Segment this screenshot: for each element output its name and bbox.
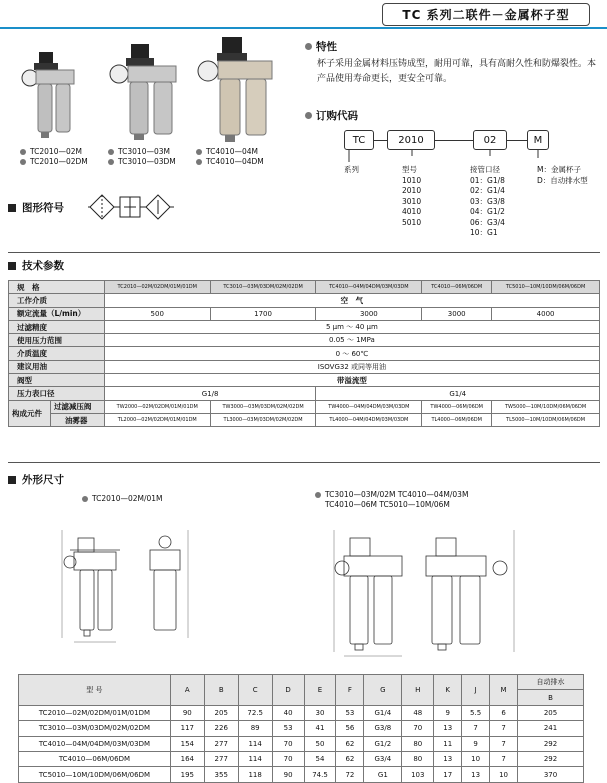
pneumatic-symbol-icon [88,192,174,222]
dims-right-caption: TC3010—03M/02M TC4010—04M/03M TC4010—06M TC5010—10M/06M [315,490,468,510]
code-leader-lines [340,150,560,175]
square-bullet-icon [8,204,16,212]
order-heading: 订购代码 [305,108,358,123]
bullet-icon [82,496,88,502]
bullet-icon [108,159,114,165]
dims-heading: 外形尺寸 [8,472,64,487]
bullet-icon [196,149,202,155]
product-image-tc4010 [196,35,276,145]
table-row: 过滤精度 5 μm ～ 40 μm [9,320,600,333]
title-rule [0,27,607,29]
table-row: 阀型 带溢流型 [9,374,600,387]
product-caption-3: TC4010—04M TC4010—04DM [196,147,264,167]
specs-heading: 技术参数 [8,258,64,273]
table-row: 使用压力范围 0.05 ～ 1MPa [9,334,600,347]
features-text: 杯子采用金属材料压铸成型，耐用可靠，具有高耐久性和防爆裂性。本产品使用寿命更长，更安全可靠。 [317,59,597,84]
bullet-icon [305,112,312,119]
table-row: TC5010—10M/10DM/06M/06DM 195 355 118 90 74.5 72 G1 103 17 13 10 370 [19,767,584,782]
connector-line [506,140,528,141]
square-bullet-icon [8,262,16,270]
features-heading: 特性 [305,39,337,54]
symbol-heading: 图形符号 [8,200,64,215]
connector-line [372,140,388,141]
code-bowl: M [527,130,549,150]
product-image-tc2010 [20,50,78,140]
series-label: 系列 [344,165,359,174]
table-row: TC2010—02M/02DM/01M/01DM 90 205 72.5 40 30 53 G1/4 48 9 5.5 6 205 [19,705,584,720]
table-row: TC4010—06M/06DM 164 277 114 70 54 62 G3/4 80 13 10 7 292 [19,751,584,766]
table-row: 构成元件 过滤减压阀 TW2000—02M/02DM/01M/01DM TW3000—03M/03DM/02M/02DM TW4000—04M/04DM/03M/03DM TW4000—06M/06DM TW5000—10M/10DM/06M/06DM [9,400,600,413]
bullet-icon [196,159,202,165]
page-title: TC 系列二联件－金属杯子型 [382,3,590,26]
table-row: TC3010—03M/03DM/02M/02DM 117 226 89 53 41 56 G3/8 70 13 7 7 241 [19,721,584,736]
table-header-row: 型 号 A B C D E F G H K J M 自动排水 [19,675,584,690]
table-row: 规 格 TC2010—02M/02DM/01M/01DM TC3010—03M/03DM/02M/02DM TC4010—04M/04DM/03M/03DM TC4010—06M/06DM TC5010—10M/10DM/06M/06DM [9,281,600,294]
code-model: 2010 [387,130,435,150]
dimension-drawing-right [330,520,580,660]
connector-line [434,140,474,141]
table-row: 压力表口径 G1/8 G1/4 [9,387,600,400]
table-row: 工作介质 空 气 [9,294,600,307]
dims-left-caption: TC2010—02M/01M [82,494,163,504]
port-list: 接管口径 01：G1/8 02：G1/4 03：G3/8 04：G1/2 06：G3/4 10：G1 [470,165,505,237]
table-row: 额定流量（L/min） 500 1700 3000 3000 4000 [9,307,600,320]
dimensions-table [18,674,584,783]
product-caption-2: TC3010—03M TC3010—03DM [108,147,176,167]
code-series: TC [344,130,374,150]
bullet-icon [20,149,26,155]
product-caption-1: TC2010—02M TC2010—02DM [20,147,88,167]
dimension-drawing-left [60,520,200,645]
bullet-icon [315,492,321,498]
bullet-icon [305,43,312,50]
section-divider [8,462,600,463]
square-bullet-icon [8,476,16,484]
bullet-icon [108,149,114,155]
bullet-icon [20,159,26,165]
specs-table [8,280,600,427]
product-image-tc3010 [108,42,180,142]
table-header-row: B [19,690,584,705]
table-row: 油雾器 TL2000—02M/02DM/01M/01DM TL3000—03M/03DM/02M/02DM TL4000—04M/04DM/03M/03DM TL4000—06M/06DM TL5000—10M/10DM/06M/06DM [9,413,600,426]
section-divider [8,252,600,253]
table-row: 介质温度 0 ～ 60℃ [9,347,600,360]
bowl-list: M：金属杯子 D：自动排水型 [537,165,588,185]
model-list: 型号 1010 2010 3010 4010 5010 [402,165,422,227]
code-port: 02 [473,130,507,150]
table-row: TC4010—04M/04DM/03M/03DM 154 277 114 70 50 62 G1/2 80 11 9 7 292 [19,736,584,751]
table-row: 建议用油 ISOVG32 或同等用油 [9,360,600,373]
